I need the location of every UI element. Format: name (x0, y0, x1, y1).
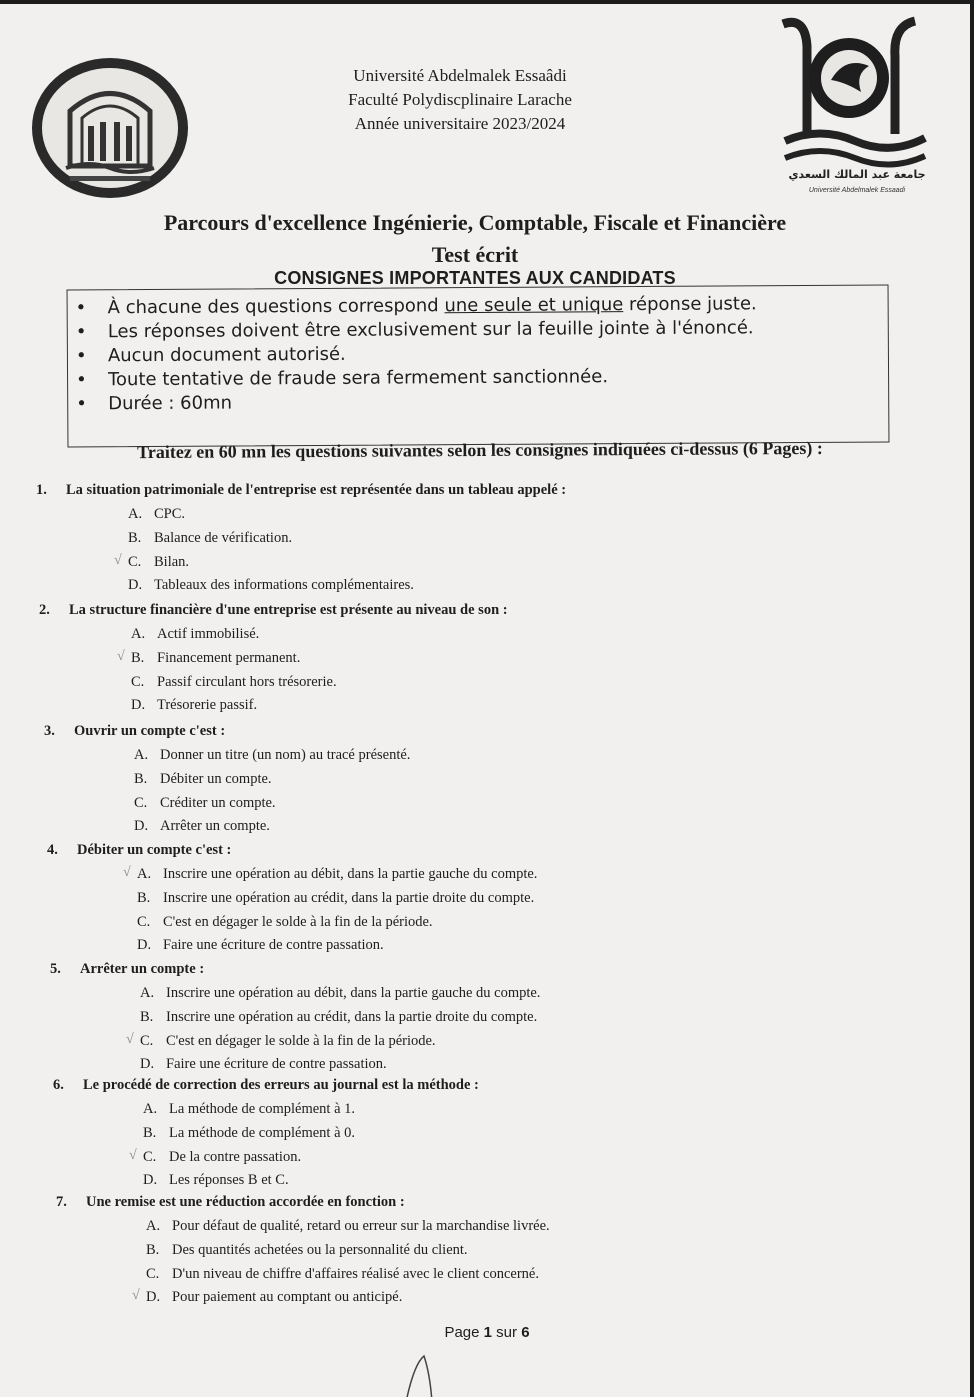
option-letter: A. (140, 985, 155, 1001)
option-text: Arrêter un compte. (160, 818, 270, 835)
question-title (36, 482, 566, 499)
answer-option (128, 530, 292, 547)
option-letter: A. (143, 1101, 158, 1117)
answer-option (137, 937, 384, 954)
faculty-name: Faculté Polydiscplinaire Larache (348, 90, 572, 109)
option-text: Inscrire une opération au crédit, dans la partie droite du compte. (166, 1008, 538, 1025)
answer-option (143, 1125, 355, 1142)
consigne-item: • Durée : 60mn (108, 387, 888, 416)
option-text: Créditer un compte. (160, 794, 276, 811)
option-text: Tableaux des informations complémentaires. (154, 577, 414, 594)
option-text: Passif circulant hors trésorerie. (157, 673, 337, 690)
answer-option (146, 1242, 468, 1259)
option-letter: C. (140, 1032, 154, 1049)
pencil-tick-mark: √ (129, 1147, 137, 1163)
option-text: Pour défaut de qualité, retard ou erreur sur la marchandise livrée. (172, 1218, 550, 1234)
question-text: Ouvrir un compte c'est : (74, 723, 226, 739)
question-number: 2. (39, 602, 50, 618)
option-text: Bilan. (154, 553, 190, 570)
answer-option (140, 985, 540, 1002)
option-text: Balance de vérification. (154, 529, 293, 546)
answer-option (143, 1172, 289, 1189)
institution-header (310, 64, 610, 136)
answer-option (131, 674, 337, 691)
test-title: Test écrit (431, 242, 519, 267)
question-number: 3. (44, 723, 55, 739)
consignes-heading: CONSIGNES IMPORTANTES AUX CANDIDATS (274, 268, 676, 288)
academic-year: Année universitaire 2023/2024 (354, 114, 566, 133)
option-letter: B. (146, 1241, 160, 1258)
option-text: Inscrire une opération au débit, dans la partie gauche du compte. (166, 985, 541, 1001)
option-text: C'est en dégager le solde à la fin de la période. (163, 913, 433, 930)
answer-option (137, 866, 537, 883)
pen-mark (400, 1354, 440, 1397)
option-letter: C. (131, 673, 145, 690)
option-letter: D. (134, 818, 149, 835)
option-letter: B. (134, 770, 148, 787)
option-letter: A. (134, 747, 149, 763)
answer-option (146, 1289, 402, 1306)
answer-option (146, 1218, 550, 1235)
option-letter: A. (128, 506, 143, 522)
question-title (53, 1077, 479, 1094)
question-text: Arrêter un compte : (80, 961, 205, 977)
option-text: Trésorerie passif. (157, 697, 258, 714)
page-number: Page 1 sur 6 (444, 1324, 530, 1341)
answer-option (131, 626, 259, 643)
answer-option (140, 1056, 387, 1073)
option-text: Faire une écriture de contre passation. (163, 937, 384, 954)
option-letter: A. (137, 866, 152, 882)
pencil-tick-mark: √ (114, 552, 122, 568)
answer-option (134, 747, 410, 764)
logo-latin-text: Université Abdelmalek Essaadi (808, 187, 906, 194)
university-name: Université Abdelmalek Essaâdi (353, 66, 567, 85)
question-text: La structure financière d'une entreprise est présente au niveau de son : (69, 602, 508, 618)
question-title (44, 723, 225, 740)
option-letter: C. (143, 1148, 157, 1165)
faculty-logo (30, 56, 190, 201)
answer-option (131, 697, 257, 714)
consigne-item: • Les réponses doivent être exclusivement sur la feuille jointe à l'énoncé. (108, 315, 888, 344)
question-text: La situation patrimoniale de l'entreprise est représentée dans un tableau appelé : (66, 482, 567, 498)
option-letter: B. (131, 649, 145, 666)
option-letter: C. (128, 553, 142, 570)
answer-option (128, 554, 189, 571)
question-number: 4. (47, 842, 58, 858)
option-text: Faire une écriture de contre passation. (166, 1056, 387, 1073)
question-title (50, 961, 204, 978)
answer-option (134, 818, 270, 835)
answer-option (128, 506, 185, 523)
option-text: De la contre passation. (169, 1148, 302, 1165)
option-text: Donner un titre (un nom) au tracé présenté. (160, 747, 411, 763)
answer-option (140, 1009, 537, 1026)
option-text: Financement permanent. (157, 649, 301, 666)
option-text: D'un niveau de chiffre d'affaires réalisé avec le client concerné. (172, 1265, 539, 1282)
option-letter: D. (140, 1056, 155, 1073)
program-title: Parcours d'excellence Ingénierie, Comptable, Fiscale et Financière (163, 210, 787, 235)
consigne-item: • Toute tentative de fraude sera fermement sanctionnée. (108, 363, 888, 392)
pencil-tick-mark: √ (132, 1288, 140, 1304)
question-number: 1. (36, 482, 47, 498)
question-title (47, 842, 231, 859)
question-text: Débiter un compte c'est : (77, 842, 232, 858)
question-number: 7. (56, 1194, 67, 1210)
logo-arabic-text: جامعة عبد المالك السعدي (788, 168, 926, 181)
answer-option (131, 650, 300, 667)
option-text: C'est en dégager le solde à la fin de la période. (166, 1032, 436, 1049)
question-number: 6. (53, 1077, 64, 1093)
option-text: La méthode de complément à 1. (169, 1101, 356, 1117)
consigne-item: • À chacune des questions correspond une seule et unique réponse juste. (108, 291, 888, 320)
option-text: Inscrire une opération au débit, dans la partie gauche du compte. (163, 866, 538, 882)
answer-option (128, 577, 414, 594)
university-logo (775, 16, 935, 201)
answer-option (137, 914, 433, 931)
consigne-item: • Aucun document autorisé. (108, 339, 888, 368)
option-text: Pour paiement au comptant ou anticipé. (172, 1289, 403, 1306)
option-text: Actif immobilisé. (157, 626, 260, 642)
pencil-tick-mark: √ (126, 1031, 134, 1047)
exam-page (0, 4, 970, 1397)
pencil-tick-mark: √ (123, 865, 131, 880)
option-letter: D. (146, 1289, 161, 1306)
option-letter: B. (137, 889, 151, 906)
option-letter: B. (143, 1124, 157, 1141)
option-letter: B. (128, 529, 142, 546)
instruction-line: Traitez en 60 mn les questions suivantes selon les consignes indiquées ci-dessus (6 Pages) : (137, 437, 823, 463)
option-letter: B. (140, 1008, 154, 1025)
option-text: Inscrire une opération au crédit, dans la partie droite du compte. (163, 889, 535, 906)
question-number: 5. (50, 961, 61, 977)
answer-option (134, 795, 276, 812)
answer-option (146, 1266, 539, 1283)
consignes-box (67, 284, 890, 447)
answer-option (143, 1149, 301, 1166)
answer-option (137, 890, 534, 907)
option-letter: D. (128, 577, 143, 594)
option-letter: D. (131, 697, 146, 714)
option-letter: C. (134, 794, 148, 811)
question-title (56, 1194, 405, 1211)
option-letter: A. (146, 1218, 161, 1234)
option-text: Débiter un compte. (160, 770, 272, 787)
option-letter: D. (143, 1172, 158, 1189)
option-letter: D. (137, 937, 152, 954)
option-letter: C. (146, 1265, 160, 1282)
option-text: CPC. (154, 506, 186, 522)
question-text: Une remise est une réduction accordée en fonction : (86, 1194, 405, 1210)
option-text: La méthode de complément à 0. (169, 1124, 356, 1141)
option-letter: C. (137, 913, 151, 930)
option-text: Des quantités achetées ou la personnalité du client. (172, 1241, 468, 1258)
pencil-tick-mark: √ (117, 648, 125, 664)
option-letter: A. (131, 626, 146, 642)
question-text: Le procédé de correction des erreurs au journal est la méthode : (83, 1077, 479, 1093)
answer-option (134, 771, 272, 788)
question-title (39, 602, 508, 619)
option-text: Les réponses B et C. (169, 1172, 289, 1189)
answer-option (140, 1033, 436, 1050)
answer-option (143, 1101, 355, 1118)
